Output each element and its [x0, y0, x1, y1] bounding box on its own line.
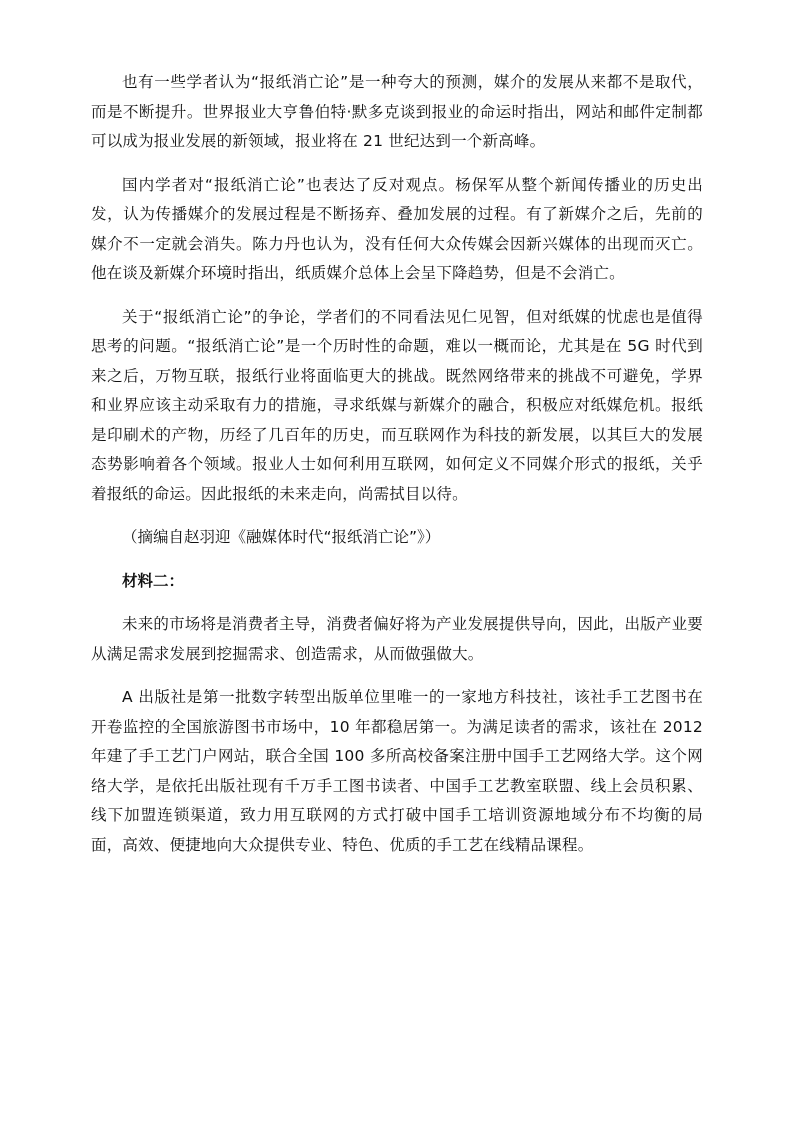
document-body — [91, 68, 703, 874]
paragraph-domestic-scholars: 国内学者对“报纸消亡论”也表达了反对观点。杨保军从整个新闻传播业的历史出发，认为传播媒介的发展过程是不断扬弃、叠加发展的过程。有了新媒介之后，先前的媒介不一定就会消失。陈力丹也认为，没有任何大众传媒会因新兴媒体的出现而灭亡。他在谈及新媒介环境时指出，纸质媒介总体上会呈下降趋势，但是不会消亡。 — [91, 175, 703, 282]
source-citation: （摘编自赵羽迎《融媒体时代“报纸消亡论”》） — [122, 528, 441, 546]
paragraph-publisher-case: A 出版社是第一批数字转型出版单位里唯一的一家地方科技社，该社手工艺图书在开卷监控的全国旅游图书市场中，10 年都稳居第一。为满足读者的需求，该社在 2012 年建了手工艺门户网站，联合全国 100 多所高校备案注册中国手工艺网络大学。这个网络大学，是依托出版社现有千万手工图书读者、中国手工艺教室联盟、线上会员积累、线下加盟连锁渠道，致力用互联网的方式打破中国手工培训资源地域分布不均衡的局面，高效、便捷地向大众提供专业、特色、优质的手工艺在线精品课程。 — [91, 688, 703, 854]
paragraph-scholars-view: 也有一些学者认为“报纸消亡论”是一种夸大的预测，媒介的发展从来都不是取代，而是不断提升。世界报业大亨鲁伯特·默多克谈到报业的命运时指出，网站和邮件定制都可以成为报业发展的新领域，报业将在 21 世纪达到一个新高峰。 — [91, 73, 703, 150]
paragraph-debate-summary: 关于“报纸消亡论”的争论，学者们的不同看法见仁见智，但对纸媒的忧虑也是值得思考的问题。“报纸消亡论”是一个历时性的命题，难以一概而论，尤其是在 5G 时代到来之后，万物互联，报纸行业将面临更大的挑战。既然网络带来的挑战不可避免，学界和业界应该主动采取有力的措施，寻求纸媒与新媒介的融合，积极应对纸媒危机。报纸是印刷术的产物，历经了几百年的历史，而互联网作为科技的新发展，以其巨大的发展态势影响着各个领域。报业人士如何利用互联网，如何定义不同媒介形式的报纸，关乎着报纸的命运。因此报纸的未来走向，尚需拭目以待。 — [91, 307, 703, 503]
material-heading: 材料二： — [122, 571, 185, 590]
paragraph-consumer-market: 未来的市场将是消费者主导，消费者偏好将为产业发展提供导向，因此，出版产业要从满足需求发展到挖掘需求、创造需求，从而做强做大。 — [91, 615, 703, 663]
